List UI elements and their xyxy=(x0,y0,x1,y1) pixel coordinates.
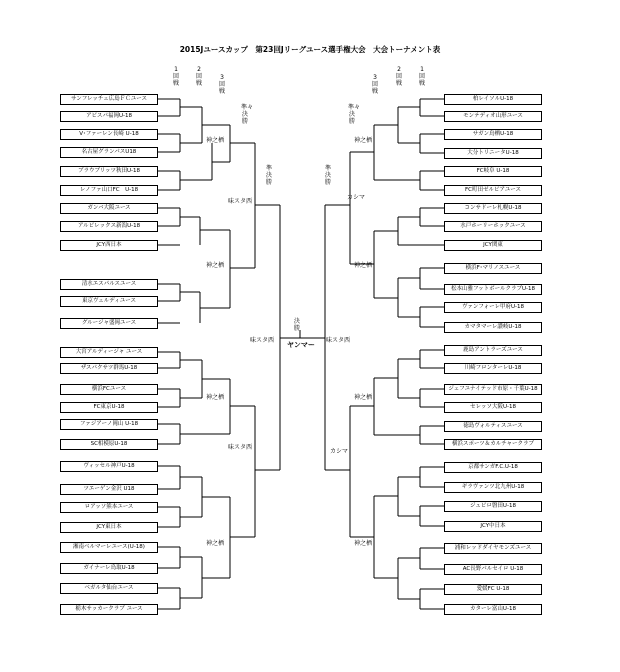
team-box-left: ロアッソ熊本ユース xyxy=(60,502,158,513)
team-box-left: 名古屋グランパスU18 xyxy=(60,147,158,158)
team-box-left: ヴィッセル神戸U-18 xyxy=(60,461,158,472)
round-label-r3-right: 3回戦 xyxy=(371,74,378,95)
team-box-left: 東京ヴェルディユース xyxy=(60,296,158,307)
team-box-left: 栃木サッカークラブ ユース xyxy=(60,604,158,615)
team-box-left: ガンバ大阪ユース xyxy=(60,203,158,214)
team-box-left: アルビレックス新潟U-18 xyxy=(60,221,158,232)
round-label-r2-right: 2回戦 xyxy=(395,66,402,87)
team-box-right: モンテディオ山形ユース xyxy=(444,111,542,122)
round-label-final: 決勝 xyxy=(293,318,300,332)
team-box-right: FC町田ゼルビアユース xyxy=(444,185,542,196)
team-box-right: ヴァンフォーレ甲府U-18 xyxy=(444,302,542,313)
qf-winner-label-left: 神之栖 xyxy=(206,137,225,144)
team-box-left: JCY東日本 xyxy=(60,522,158,533)
round-label-semi-right: 準決勝 xyxy=(324,165,331,186)
team-box-left: アビスパ福岡U-18 xyxy=(60,111,158,122)
team-box-left: ファジアーノ岡山 U-18 xyxy=(60,419,158,430)
team-box-left: ガイナーレ鳥取U-18 xyxy=(60,563,158,574)
team-box-left: ツエーゲン金沢 U18 xyxy=(60,484,158,495)
team-box-left: 横浜FCユース xyxy=(60,384,158,395)
champion-label: ヤンマー xyxy=(287,341,315,349)
page-title: 2015Jユースカップ 第23回Jリーグユース選手権大会 大会トーナメント表 xyxy=(179,45,441,54)
team-box-left: JCY西日本 xyxy=(60,240,158,251)
qf-winner-label-left: 神之栖 xyxy=(206,262,225,269)
round-label-r1-right: 1回戦 xyxy=(418,66,425,87)
team-box-right: 京都サンガF.C.U-18 xyxy=(444,462,542,473)
team-box-left: V･ファーレン長崎 U-18 xyxy=(60,129,158,140)
team-box-right: JCY中日本 xyxy=(444,521,542,532)
team-box-right: ジュビロ磐田U-18 xyxy=(444,501,542,512)
team-box-right: JCY関東 xyxy=(444,240,542,251)
team-box-right: 柏レイソルU-18 xyxy=(444,94,542,105)
team-box-left: グルージャ盛岡ユース xyxy=(60,318,158,329)
team-box-right: 水戸ホーリーホックユース xyxy=(444,221,542,232)
qf-winner-label-left: 神之栖 xyxy=(206,394,225,401)
team-box-right: ギラヴァンツ北九州U-18 xyxy=(444,482,542,493)
round-label-r2-left: 2回戦 xyxy=(195,66,202,87)
sf-winner-label-right: カシマ xyxy=(346,194,365,201)
team-box-right: 浦和レッドダイヤモンズユース xyxy=(444,543,542,554)
round-label-semi-left: 準決勝 xyxy=(265,165,272,186)
team-box-right: 松本山雅フットボールクラブU-18 xyxy=(444,284,542,295)
team-box-right: カターレ富山U-18 xyxy=(444,604,542,615)
round-label-quarter-left: 準々決勝 xyxy=(241,104,254,125)
team-box-left: SC相模原U-18 xyxy=(60,439,158,450)
team-box-right: コンサドーレ札幌U-18 xyxy=(444,203,542,214)
team-box-left: 湘南ベルマーレユース(U-18) xyxy=(60,542,158,553)
final-label-left: 味スタ西 xyxy=(250,337,275,344)
qf-winner-label-right: 神之栖 xyxy=(353,394,372,401)
team-box-right: FC岐阜 U-18 xyxy=(444,166,542,177)
round-label-quarter-right: 準々決勝 xyxy=(348,104,361,125)
round-label-r3-left: 3回戦 xyxy=(218,74,225,95)
team-box-right: 横浜スポーツ＆カルチャークラブ xyxy=(444,439,542,450)
team-box-right: サガン鳥栖U-18 xyxy=(444,129,542,140)
team-box-right: AC長野パルセイロ U-18 xyxy=(444,564,542,575)
qf-winner-label-left: 神之栖 xyxy=(206,540,225,547)
team-box-right: 横浜F･マリノスユース xyxy=(444,263,542,274)
team-box-right: 鹿島アントラーズユース xyxy=(444,345,542,356)
round-label-r1-left: 1回戦 xyxy=(172,66,179,87)
team-box-left: レノファ山口FC U-18 xyxy=(60,185,158,196)
team-box-left: ザスパクサツ群馬U-18 xyxy=(60,363,158,374)
sf-winner-label-left: 味スタ西 xyxy=(228,444,253,451)
team-box-left: ブラウブリッツ秋田U-18 xyxy=(60,166,158,177)
team-box-left: ベガルタ仙台ユース xyxy=(60,583,158,594)
team-box-right: 愛媛FC U-18 xyxy=(444,584,542,595)
team-box-right: カマタマーレ讃岐U-18 xyxy=(444,322,542,333)
qf-winner-label-right: 神之栖 xyxy=(353,137,372,144)
team-box-right: セレッソ大阪U-18 xyxy=(444,402,542,413)
team-box-left: 大宮アルディージャ ユース xyxy=(60,347,158,358)
sf-winner-label-right: カシマ xyxy=(329,448,348,455)
team-box-left: FC東京U-18 xyxy=(60,402,158,413)
team-box-left: サンフレッチェ広島ＦＣユース xyxy=(60,94,158,105)
team-box-right: ジェフユナイテッド市原・千葉U-18 xyxy=(444,384,542,395)
team-box-right: 川崎フロンターレU-18 xyxy=(444,363,542,374)
sf-winner-label-left: 味スタ西 xyxy=(228,198,253,205)
qf-winner-label-right: 神之栖 xyxy=(353,262,372,269)
team-box-right: 徳島ヴォルティスユース xyxy=(444,421,542,432)
qf-winner-label-right: 神之栖 xyxy=(353,540,372,547)
final-label-right: 味スタ西 xyxy=(325,337,350,344)
team-box-left: 清水エスパルスユース xyxy=(60,279,158,290)
team-box-right: 大分トリニータU-18 xyxy=(444,148,542,159)
